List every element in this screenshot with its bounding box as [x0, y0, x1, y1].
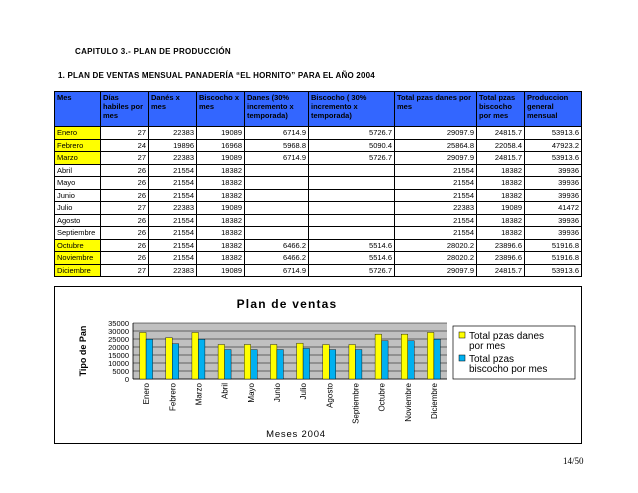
value-cell: 26	[101, 164, 149, 177]
table-row	[55, 177, 582, 190]
bar-danes	[375, 334, 382, 379]
value-cell: 18382	[477, 164, 525, 177]
value-cell: 21554	[149, 177, 197, 190]
value-cell: 6714.9	[245, 264, 309, 277]
column-header: Produccion general mensual	[525, 92, 582, 127]
table-row	[55, 264, 582, 277]
value-cell: 22383	[149, 152, 197, 165]
value-cell: 51916.8	[525, 252, 582, 265]
month-cell: Diciembre	[55, 264, 101, 277]
value-cell: 19896	[149, 139, 197, 152]
month-cell: Octubre	[55, 239, 101, 252]
bar-danes	[401, 334, 408, 379]
value-cell: 21554	[149, 189, 197, 202]
value-cell: 21554	[149, 239, 197, 252]
x-axis-label: Meses 2004	[266, 429, 326, 440]
month-cell: Enero	[55, 127, 101, 140]
column-header: Total pzas biscocho por mes	[477, 92, 525, 127]
value-cell: 5514.6	[309, 239, 395, 252]
bar-biscocho	[198, 339, 205, 379]
value-cell: 53913.6	[525, 264, 582, 277]
table-row	[55, 189, 582, 202]
sales-chart	[54, 286, 582, 444]
value-cell: 27	[101, 264, 149, 277]
value-cell: 26	[101, 227, 149, 240]
table-row	[55, 139, 582, 152]
section-title: 1. PLAN DE VENTAS MENSUAL PANADERÍA “EL HORNITO” PARA EL AÑO 2004	[58, 71, 375, 80]
value-cell: 21554	[395, 177, 477, 190]
table-row	[55, 214, 582, 227]
bar-danes	[323, 345, 330, 379]
bar-danes	[218, 345, 225, 379]
value-cell	[309, 227, 395, 240]
bar-biscocho	[251, 350, 258, 379]
value-cell	[309, 202, 395, 215]
table-row	[55, 127, 582, 140]
bar-danes	[297, 343, 304, 379]
x-tick-label: Julio	[299, 383, 309, 400]
bar-danes	[349, 345, 356, 379]
value-cell: 6714.9	[245, 152, 309, 165]
value-cell: 18382	[477, 177, 525, 190]
bar-danes	[140, 332, 147, 379]
column-header: Biscocho x mes	[197, 92, 245, 127]
legend-label: Total pzas danes por mes	[469, 331, 545, 352]
value-cell	[245, 189, 309, 202]
value-cell: 27	[101, 202, 149, 215]
value-cell: 19089	[197, 202, 245, 215]
value-cell: 39936	[525, 227, 582, 240]
value-cell: 23896.6	[477, 239, 525, 252]
table-row	[55, 252, 582, 265]
value-cell: 18382	[197, 177, 245, 190]
value-cell: 22383	[149, 264, 197, 277]
value-cell: 5968.8	[245, 139, 309, 152]
value-cell: 24815.7	[477, 264, 525, 277]
table-row	[55, 164, 582, 177]
value-cell: 21554	[395, 214, 477, 227]
y-tick-label: 35000	[108, 319, 129, 328]
value-cell: 21554	[395, 189, 477, 202]
value-cell: 19089	[197, 127, 245, 140]
bar-biscocho	[355, 350, 362, 379]
legend-label: Total pzas biscocho por mes	[469, 354, 548, 375]
value-cell: 19089	[197, 152, 245, 165]
value-cell: 22383	[395, 202, 477, 215]
value-cell: 23896.6	[477, 252, 525, 265]
value-cell: 5726.7	[309, 152, 395, 165]
value-cell	[309, 177, 395, 190]
x-tick-label: Abril	[220, 383, 230, 400]
value-cell: 53913.6	[525, 127, 582, 140]
value-cell: 28020.2	[395, 239, 477, 252]
value-cell: 5726.7	[309, 264, 395, 277]
table-row	[55, 152, 582, 165]
bar-biscocho	[225, 350, 232, 379]
value-cell: 24	[101, 139, 149, 152]
value-cell: 28020.2	[395, 252, 477, 265]
sales-plan-table	[54, 91, 582, 277]
page-number: 14/50	[563, 456, 584, 466]
value-cell: 6714.9	[245, 127, 309, 140]
table-row	[55, 227, 582, 240]
y-tick-label: 20000	[108, 343, 129, 352]
value-cell: 26	[101, 214, 149, 227]
value-cell: 39936	[525, 189, 582, 202]
value-cell: 25864.8	[395, 139, 477, 152]
month-cell: Junio	[55, 189, 101, 202]
x-tick-label: Enero	[142, 383, 152, 405]
value-cell: 39936	[525, 164, 582, 177]
value-cell: 21554	[149, 164, 197, 177]
x-tick-label: Septiembre	[351, 383, 361, 424]
month-cell: Febrero	[55, 139, 101, 152]
value-cell: 6466.2	[245, 239, 309, 252]
bar-danes	[166, 338, 173, 379]
bar-danes	[270, 345, 277, 379]
value-cell: 19089	[477, 202, 525, 215]
plot-area	[133, 323, 447, 379]
value-cell: 51916.8	[525, 239, 582, 252]
y-tick-label: 10000	[108, 359, 129, 368]
month-cell: Agosto	[55, 214, 101, 227]
bar-biscocho	[434, 339, 441, 379]
value-cell: 18382	[477, 227, 525, 240]
column-header: Danes (30% incremento x temporada)	[245, 92, 309, 127]
x-tick-label: Diciembre	[429, 383, 439, 420]
column-header: Biscocho ( 30% incremento x temporada)	[309, 92, 395, 127]
column-header: Mes	[55, 92, 101, 127]
bar-biscocho	[408, 341, 415, 379]
value-cell: 29097.9	[395, 152, 477, 165]
value-cell: 26	[101, 239, 149, 252]
value-cell	[245, 177, 309, 190]
bar-biscocho	[172, 344, 179, 379]
value-cell: 18382	[477, 214, 525, 227]
value-cell: 21554	[149, 227, 197, 240]
value-cell: 26	[101, 177, 149, 190]
value-cell: 47923.2	[525, 139, 582, 152]
month-cell: Noviembre	[55, 252, 101, 265]
value-cell: 26	[101, 189, 149, 202]
month-cell: Abril	[55, 164, 101, 177]
value-cell: 22058.4	[477, 139, 525, 152]
value-cell: 53913.6	[525, 152, 582, 165]
value-cell	[245, 214, 309, 227]
column-header: Danés x mes	[149, 92, 197, 127]
month-cell: Mayo	[55, 177, 101, 190]
chart-svg	[55, 287, 581, 443]
value-cell: 18382	[197, 164, 245, 177]
y-tick-label: 0	[124, 375, 129, 384]
legend-swatch	[459, 355, 465, 361]
value-cell: 22383	[149, 127, 197, 140]
value-cell	[309, 164, 395, 177]
value-cell: 18382	[197, 189, 245, 202]
y-tick-label: 5000	[112, 367, 129, 376]
chart-title: Plan de ventas	[236, 297, 338, 311]
value-cell: 29097.9	[395, 264, 477, 277]
x-tick-label: Febrero	[168, 383, 178, 412]
value-cell	[309, 189, 395, 202]
value-cell: 22383	[149, 202, 197, 215]
value-cell: 39936	[525, 214, 582, 227]
value-cell: 21554	[395, 164, 477, 177]
bar-biscocho	[303, 348, 310, 379]
table-row	[55, 239, 582, 252]
bar-danes	[244, 345, 251, 379]
bar-biscocho	[146, 339, 153, 379]
column-header: Total pzas danes por mes	[395, 92, 477, 127]
value-cell: 27	[101, 152, 149, 165]
value-cell: 6466.2	[245, 252, 309, 265]
value-cell: 29097.9	[395, 127, 477, 140]
value-cell	[309, 214, 395, 227]
value-cell: 5514.6	[309, 252, 395, 265]
value-cell: 18382	[477, 189, 525, 202]
month-cell: Julio	[55, 202, 101, 215]
bar-biscocho	[277, 350, 284, 379]
value-cell: 24815.7	[477, 152, 525, 165]
value-cell: 21554	[149, 214, 197, 227]
x-tick-label: Marzo	[194, 383, 204, 406]
y-tick-label: 15000	[108, 351, 129, 360]
month-cell: Septiembre	[55, 227, 101, 240]
value-cell: 27	[101, 127, 149, 140]
value-cell: 18382	[197, 227, 245, 240]
legend-swatch	[459, 332, 465, 338]
value-cell: 24815.7	[477, 127, 525, 140]
value-cell	[245, 202, 309, 215]
column-header: Días habiles por mes	[101, 92, 149, 127]
value-cell: 19089	[197, 264, 245, 277]
x-tick-label: Octubre	[377, 383, 387, 412]
y-tick-label: 30000	[108, 327, 129, 336]
x-tick-label: Agosto	[325, 383, 335, 408]
value-cell: 26	[101, 252, 149, 265]
bar-biscocho	[329, 350, 336, 379]
value-cell	[245, 164, 309, 177]
bar-danes	[427, 332, 434, 379]
bar-danes	[192, 332, 199, 379]
value-cell: 41472	[525, 202, 582, 215]
chapter-title: CAPITULO 3.- PLAN DE PRODUCCIÓN	[75, 47, 231, 56]
value-cell: 16968	[197, 139, 245, 152]
value-cell: 21554	[395, 227, 477, 240]
bar-biscocho	[382, 341, 389, 379]
x-tick-label: Mayo	[246, 383, 256, 403]
value-cell: 21554	[149, 252, 197, 265]
value-cell: 5090.4	[309, 139, 395, 152]
x-tick-label: Noviembre	[403, 383, 413, 422]
value-cell: 5726.7	[309, 127, 395, 140]
table-header-row	[55, 92, 582, 127]
table-row	[55, 202, 582, 215]
value-cell: 39936	[525, 177, 582, 190]
x-tick-label: Junio	[272, 383, 282, 403]
value-cell: 18382	[197, 252, 245, 265]
month-cell: Marzo	[55, 152, 101, 165]
value-cell: 18382	[197, 214, 245, 227]
y-tick-label: 25000	[108, 335, 129, 344]
value-cell: 18382	[197, 239, 245, 252]
y-axis-label: Tipo de Pan	[78, 325, 88, 377]
value-cell	[245, 227, 309, 240]
